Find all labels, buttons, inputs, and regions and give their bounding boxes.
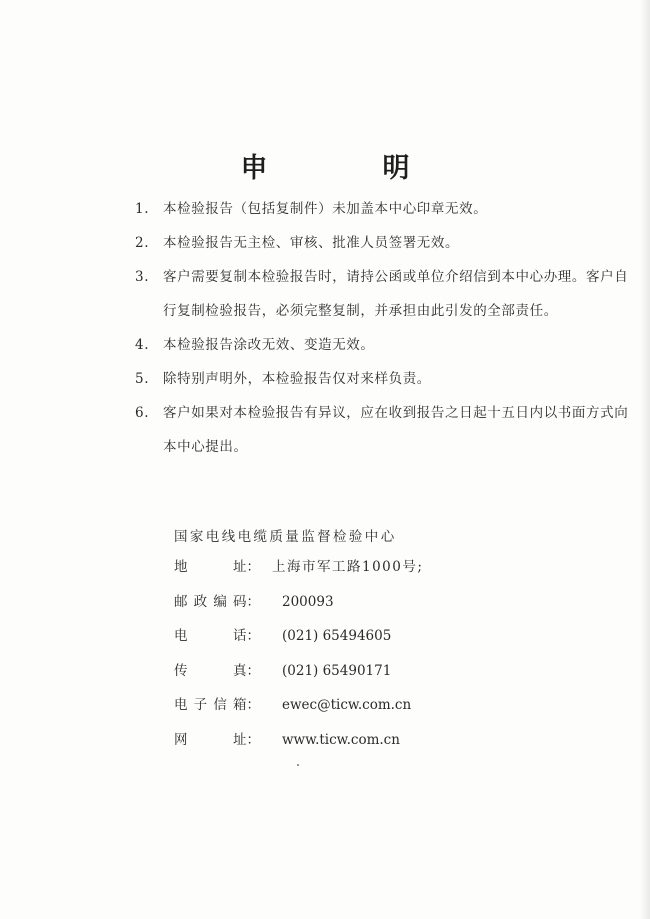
item-text: 除特别声明外，本检验报告仅对来样负责。 [163, 371, 431, 387]
item-text: 客户如果对本检验报告有异议，应在收到报告之日起十五日内以书面方式向本中心提出。 [163, 405, 629, 455]
postcode-value: 200093 [282, 593, 334, 610]
label-char: 电 [174, 628, 188, 644]
declaration-item [135, 396, 640, 464]
item-text: 本检验报告无主检、审核、批准人员签署无效。 [163, 235, 460, 251]
item-number: 1. [135, 201, 150, 217]
declaration-item [135, 192, 640, 226]
email-row [174, 688, 594, 723]
declaration-item [135, 362, 640, 396]
fax-value: (021) 65490171 [282, 662, 392, 679]
item-text: 客户需要复制本检验报告时，请持公函或单位介绍信到本中心办理。客户自行复制检验报告，必须完整复制，并承担由此引发的全部责任。 [163, 269, 629, 319]
email-value: ewec@ticw.com.cn [282, 697, 412, 713]
item-text: 本检验报告涂改无效、变造无效。 [163, 337, 375, 353]
declaration-list [135, 192, 640, 464]
label-char: 编 [213, 593, 227, 610]
label-char: 传 [174, 662, 188, 679]
label-char: 网 [174, 731, 188, 748]
postcode-row [174, 585, 594, 620]
label-char: 码： [232, 593, 260, 610]
item-number: 6. [135, 405, 150, 421]
page-title: 申 明 [240, 153, 454, 184]
item-number: 5. [135, 371, 150, 387]
label-char: 箱： [232, 697, 260, 713]
phone-value: (021) 65494605 [282, 628, 392, 644]
label-char: 地 [174, 559, 188, 575]
label-char: 址： [233, 731, 260, 748]
fax-row [174, 654, 594, 689]
address-row [174, 550, 594, 585]
declaration-item [135, 328, 640, 362]
label-char: 话： [233, 628, 260, 644]
label-char: 真： [233, 662, 260, 679]
website-label [174, 723, 260, 758]
postcode-label [174, 585, 260, 620]
label-char: 址： [233, 559, 260, 575]
organization-name: 国家电线电缆质量监督检验中心 [174, 529, 397, 545]
label-char: 子 [193, 697, 208, 713]
fax-label [174, 654, 260, 689]
label-char: 政 [193, 593, 208, 610]
website-value: www.ticw.com.cn [282, 731, 400, 748]
scan-shadow-edge [640, 0, 650, 919]
item-number: 4. [135, 337, 150, 353]
website-row [174, 723, 594, 758]
item-number: 3. [135, 269, 150, 285]
phone-row [174, 619, 594, 654]
declaration-item [135, 260, 640, 328]
email-label [174, 688, 260, 723]
label-char: 信 [213, 697, 227, 713]
item-number: 2. [135, 235, 150, 251]
address-label [174, 550, 260, 585]
address-value: 上海市军工路1000号; [272, 559, 424, 575]
declaration-item [135, 226, 640, 260]
scan-speck [297, 764, 299, 766]
label-char: 电 [174, 697, 188, 713]
item-text: 本检验报告（包括复制件）未加盖本中心印章无效。 [163, 201, 488, 217]
contact-block [174, 524, 594, 757]
label-char: 邮 [174, 593, 188, 610]
phone-label [174, 619, 260, 654]
